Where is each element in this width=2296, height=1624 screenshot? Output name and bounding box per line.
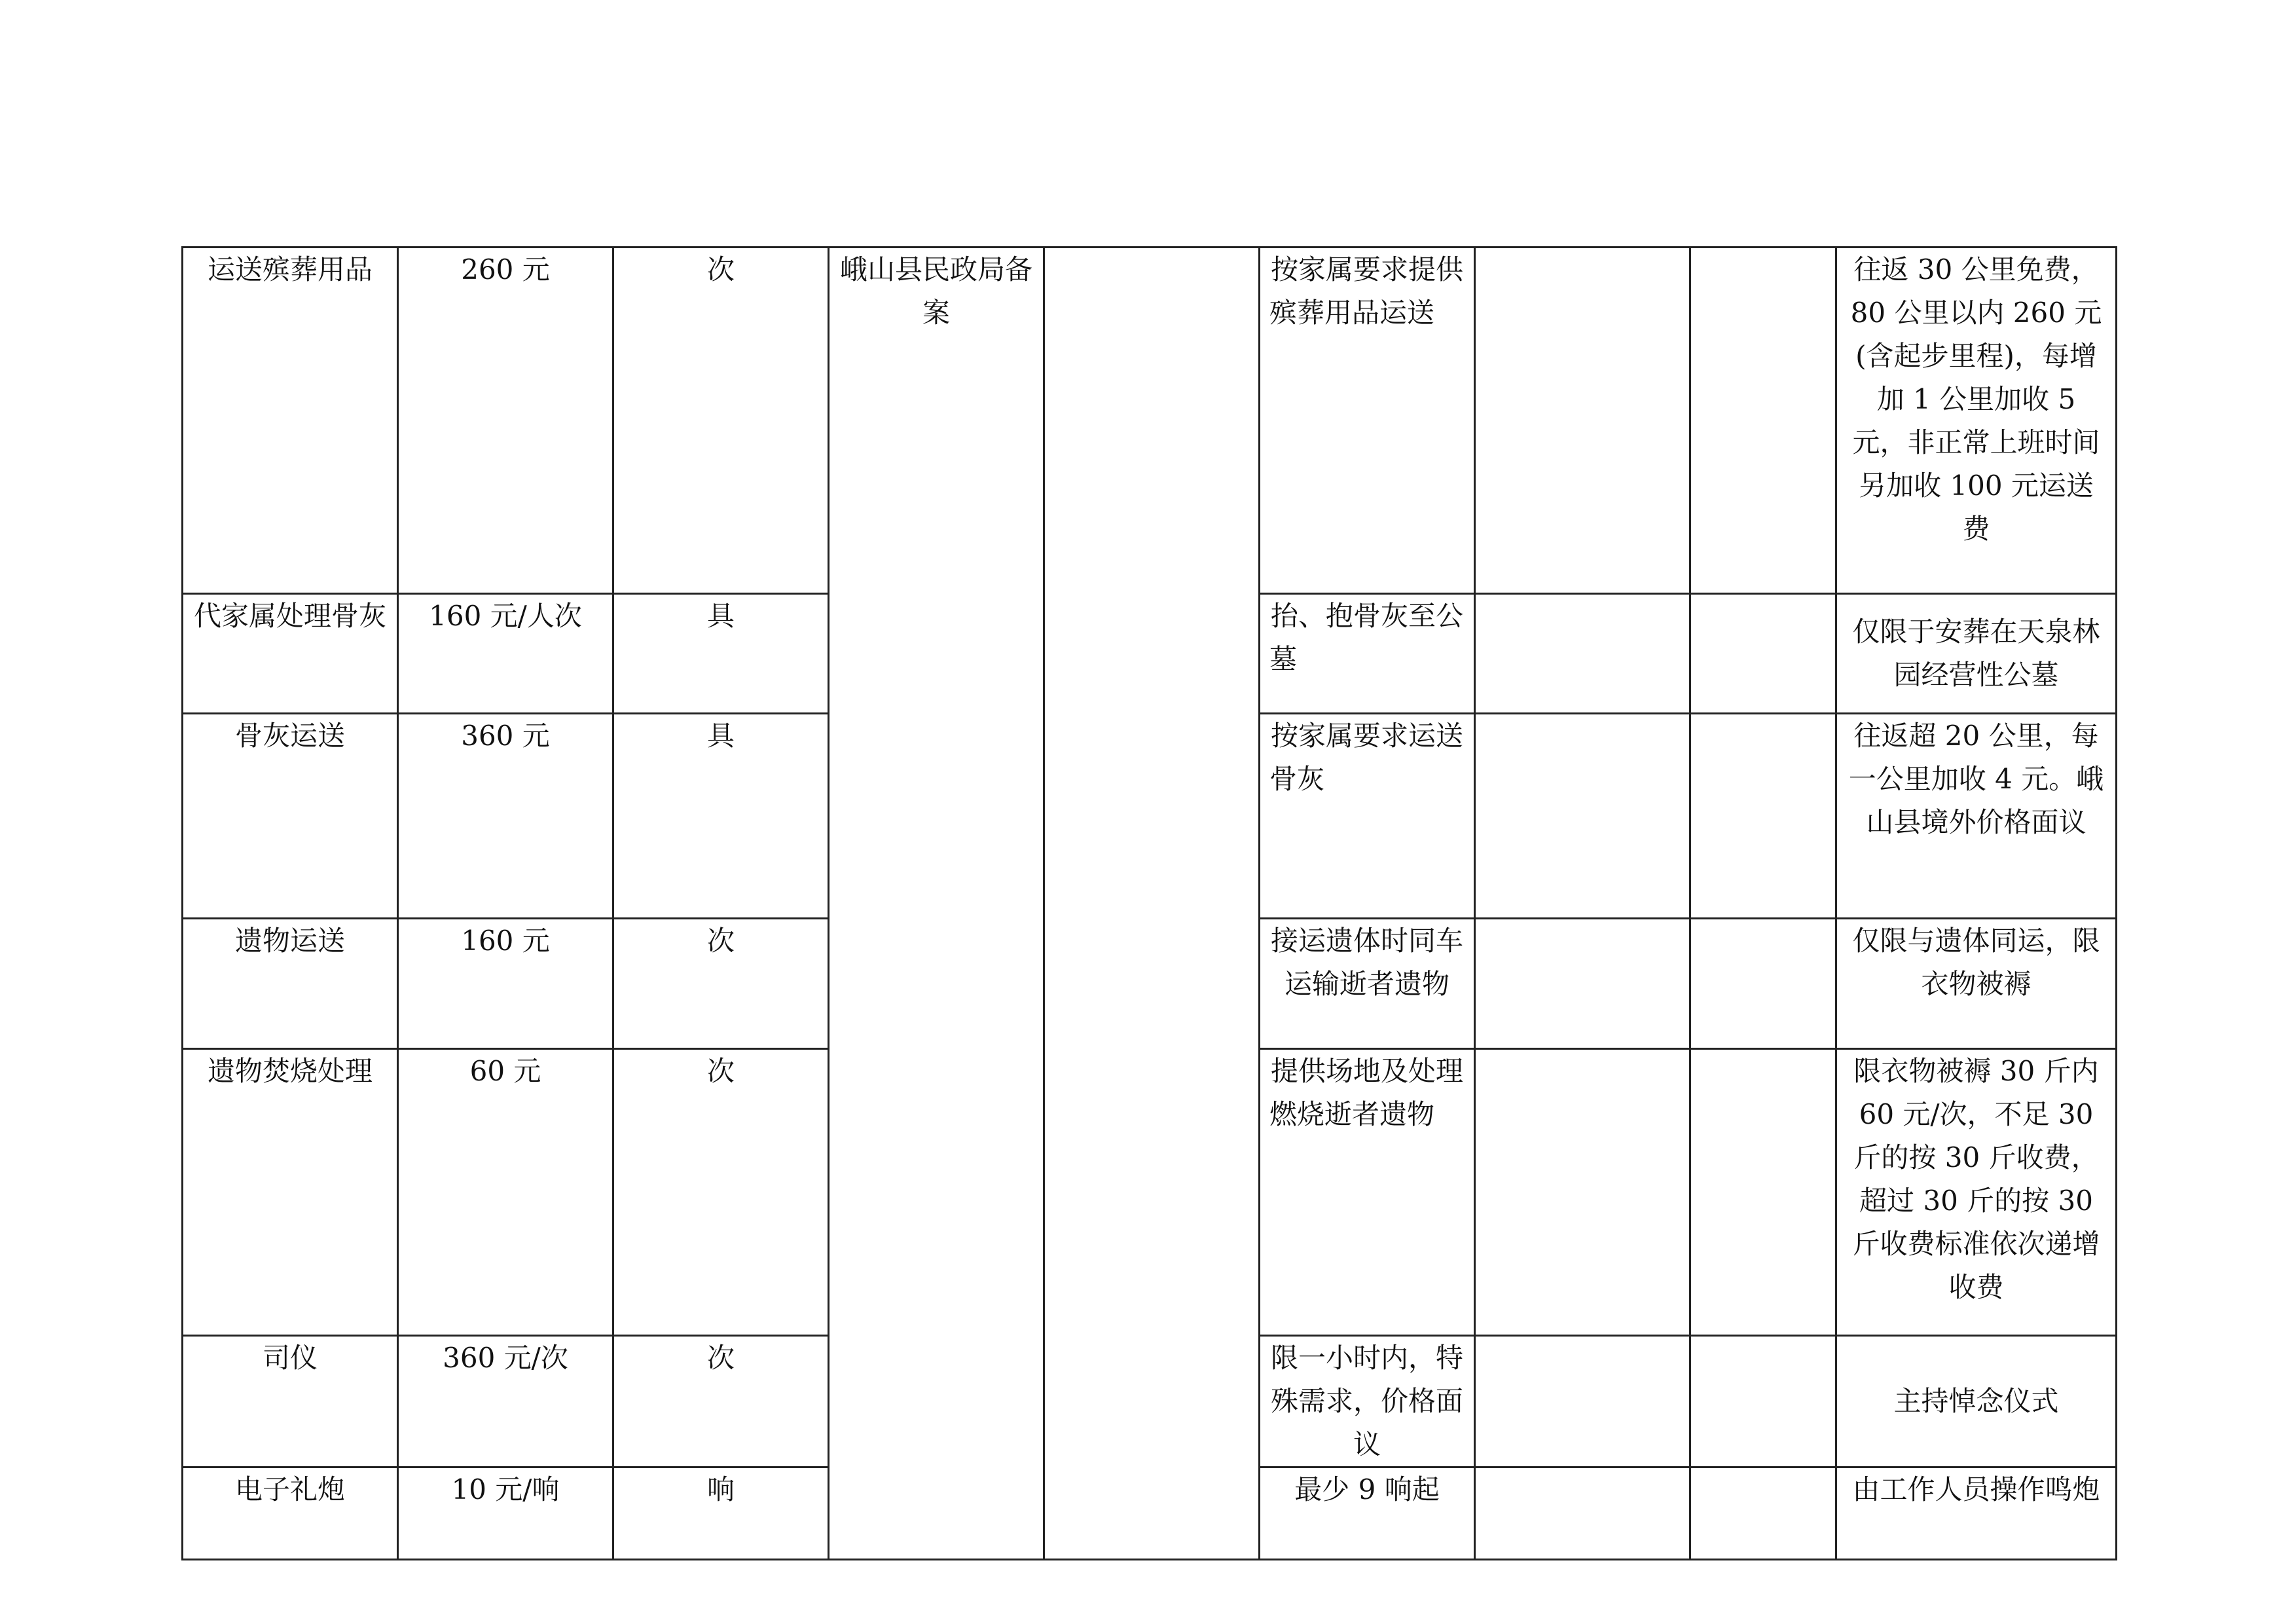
price: 160 元: [398, 919, 613, 1049]
service-name: 代家属处理骨灰: [183, 594, 398, 714]
empty-cell: [1475, 1049, 1690, 1336]
note: 往返超 20 公里，每一公里加收 4 元。峨山县境外价格面议: [1836, 714, 2117, 919]
service-description: 限一小时内，特殊需求，价格面议: [1260, 1336, 1475, 1467]
empty-cell: [1044, 248, 1260, 1560]
service-description: 抬、抱骨灰至公墓: [1260, 594, 1475, 714]
unit: 次: [613, 919, 829, 1049]
price: 60 元: [398, 1049, 613, 1336]
unit: 具: [613, 594, 829, 714]
unit: 次: [613, 248, 829, 594]
note: 限衣物被褥 30 斤内 60 元/次，不足 30 斤的按 30 斤收费，超过 30 斤的按 30 斤收费标准依次递增收费: [1836, 1049, 2117, 1336]
note: 仅限与遗体同运，限衣物被褥: [1836, 919, 2117, 1049]
fee-table: [181, 246, 2117, 1560]
empty-cell: [1690, 714, 1836, 919]
unit: 次: [613, 1336, 829, 1467]
empty-cell: [1690, 594, 1836, 714]
service-description: 最少 9 响起: [1260, 1467, 1475, 1560]
empty-cell: [1690, 248, 1836, 594]
empty-cell: [1690, 1467, 1836, 1560]
empty-cell: [1475, 594, 1690, 714]
price: 160 元/人次: [398, 594, 613, 714]
empty-cell: [1690, 1049, 1836, 1336]
service-name: 司仪: [183, 1336, 398, 1467]
empty-cell: [1475, 1467, 1690, 1560]
unit: 具: [613, 714, 829, 919]
note: 往返 30 公里免费，80 公里以内 260 元(含起步里程)，每增加 1 公里加收 5 元，非正常上班时间另加收 100 元运送费: [1836, 248, 2117, 594]
service-description: 按家属要求运送骨灰: [1260, 714, 1475, 919]
service-description: 按家属要求提供殡葬用品运送: [1260, 248, 1475, 594]
service-description: 接运遗体时同车运输逝者遗物: [1260, 919, 1475, 1049]
service-name: 遗物运送: [183, 919, 398, 1049]
price: 360 元/次: [398, 1336, 613, 1467]
price: 10 元/响: [398, 1467, 613, 1560]
service-name: 电子礼炮: [183, 1467, 398, 1560]
service-description: 提供场地及处理燃烧逝者遗物: [1260, 1049, 1475, 1336]
service-name: 骨灰运送: [183, 714, 398, 919]
service-name: 遗物焚烧处理: [183, 1049, 398, 1336]
note: 仅限于安葬在天泉林园经营性公墓: [1836, 594, 2117, 714]
note: 由工作人员操作鸣炮: [1836, 1467, 2117, 1560]
empty-cell: [1690, 919, 1836, 1049]
unit: 响: [613, 1467, 829, 1560]
empty-cell: [1475, 248, 1690, 594]
empty-cell: [1475, 1336, 1690, 1467]
agency-cell: 峨山县民政局备案: [829, 248, 1044, 1560]
unit: 次: [613, 1049, 829, 1336]
note: 主持悼念仪式: [1836, 1336, 2117, 1467]
price: 260 元: [398, 248, 613, 594]
empty-cell: [1475, 714, 1690, 919]
empty-cell: [1475, 919, 1690, 1049]
empty-cell: [1690, 1336, 1836, 1467]
price: 360 元: [398, 714, 613, 919]
service-name: 运送殡葬用品: [183, 248, 398, 594]
table-row: [183, 248, 2117, 594]
